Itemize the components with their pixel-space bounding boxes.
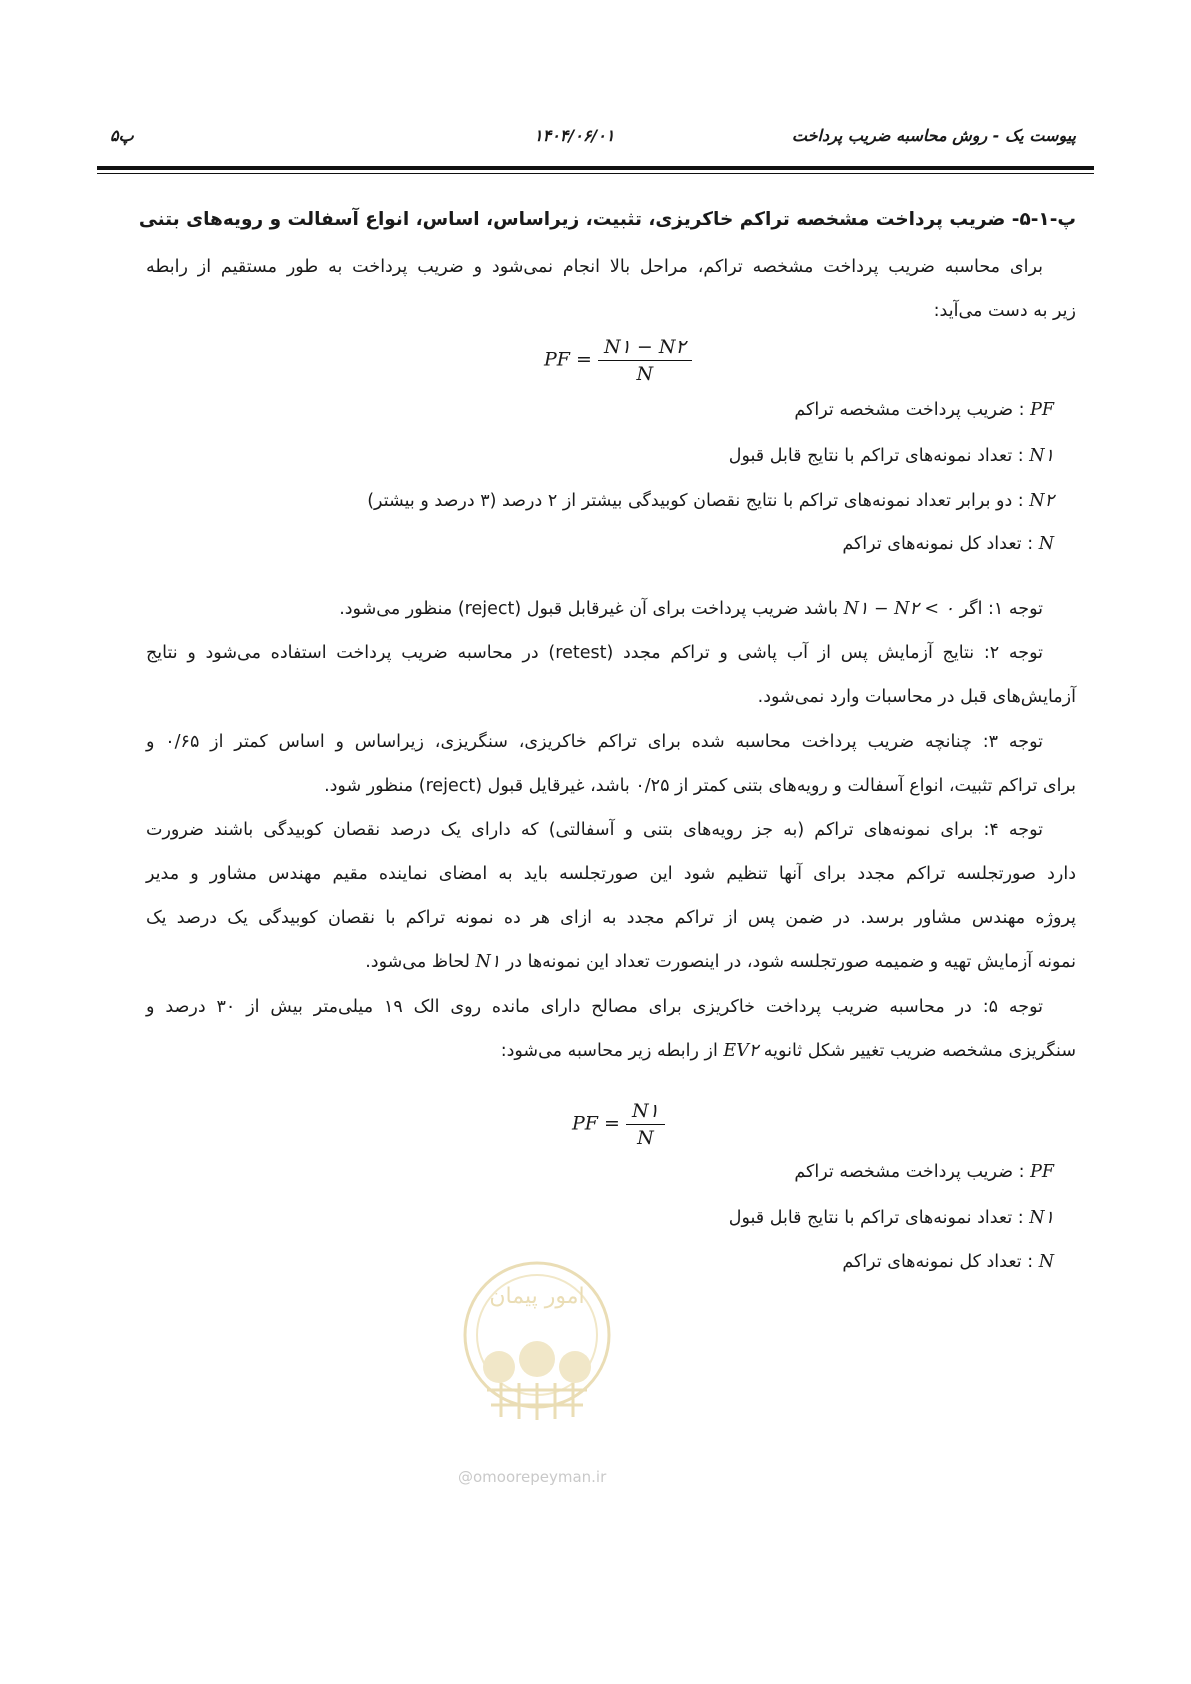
definition-var: N۱ [1029, 1208, 1054, 1228]
note-3-line-2: برای تراکم تثبیت، انواع آسفالت و رویه‌های بتنی کمتر از ۰/۲۵ باشد، غیرقایل قبول (reject) منظور شود. [324, 776, 1076, 796]
definition-var: PF [1030, 1162, 1054, 1182]
note-1-suffix: باشد ضریب پرداخت برای آن غیرقابل قبول (reject) منظور می‌شود. [339, 599, 844, 619]
header-page-number: پ۵ [110, 126, 134, 145]
note-4-line-3: پروژه مهندس مشاور برسد. در ضمن پس از تراکم مجدد به ازای هر ده نمونه تراکم با نقصان کوبیدگی یک درصد یک [146, 908, 1076, 928]
definition-text: : تعداد کل نمونه‌های تراکم [842, 534, 1039, 554]
definition-text: : ضریب پرداخت مشخصه تراکم [794, 400, 1031, 420]
note-4-line-4 [146, 950, 1076, 974]
header-rule-thick [97, 166, 1094, 170]
definition-var: N [1038, 534, 1054, 554]
section-heading: پ-۱-۵- ضریب پرداخت مشخصه تراکم خاکریزی، تثبیت، زیراساس، اساس، انواع آسفالت و رویه‌های بتنی [138, 209, 1076, 230]
intro-line-2: زیر به دست می‌آید: [933, 301, 1076, 321]
intro-line-1: برای محاسبه ضریب پرداخت مشخصه تراکم، مراحل بالا انجام نمی‌شود و ضریب پرداخت به طور مستقیم از رابطه [146, 257, 1043, 277]
note-4-line-2: دارد صورتجلسه تراکم مجدد برای آنها تنظیم شود این صورتجلسه باید به امضای نماینده مقیم مهندس مشاور و مدیر [146, 864, 1076, 884]
definition-n1 [729, 444, 1054, 468]
definition-text: : دو برابر تعداد نمونه‌های تراکم با نتایج نقصان کوبیدگی بیشتر از ۲ درصد (۳ درصد و بیشتر) [367, 491, 1030, 511]
at-icon: @ [458, 1468, 473, 1486]
note-2-line-2: آزمایش‌های قبل در محاسبات وارد نمی‌شود. [757, 687, 1076, 707]
note-1 [146, 597, 1043, 621]
watermark-url [458, 1468, 606, 1486]
watermark-logo-text: امور پیمان [489, 1284, 585, 1309]
header-rule-thin [97, 173, 1094, 174]
formula-pf-1 [544, 336, 692, 385]
watermark-url-text: omoorepeyman.ir [473, 1468, 607, 1486]
note-4-line-1: توجه ۴: برای نمونه‌های تراکم (به جز رویه‌های بتنی و آسفالتی) که دارای یک درصد نقصان کوبیدگی باشند ضرورت [146, 820, 1043, 840]
note-4-suffix: لحاظ می‌شود. [365, 952, 476, 972]
definition-n-2 [842, 1250, 1054, 1274]
definition-var: N۱ [1029, 446, 1054, 466]
note-2-line-1: توجه ۲: نتایج آزمایش پس از آب پاشی و تراکم مجدد (retest) در محاسبه ضریب پرداخت استفاده می‌شود و نتایج [146, 643, 1043, 663]
note-1-prefix: توجه ۱: اگر [954, 599, 1043, 619]
definition-text: : ضریب پرداخت مشخصه تراکم [794, 1162, 1031, 1182]
definition-n1-2 [729, 1206, 1054, 1230]
formula-numerator: N۱ [626, 1100, 665, 1125]
formula-denominator: N [636, 363, 654, 385]
watermark-gear-left [483, 1351, 515, 1383]
header-date: ۱۴۰۴/۰۶/۰۱ [534, 126, 615, 145]
definition-n2 [367, 489, 1054, 513]
note-1-math: N۱ − N۲ < ۰ [843, 599, 955, 619]
note-5-line-2 [146, 1039, 1076, 1063]
note-5-prefix: سنگریزی مشخصه ضریب تغییر شکل ثانویه [758, 1041, 1076, 1061]
formula-fraction [598, 336, 692, 385]
note-3-line-1: توجه ۳: چنانچه ضریب پرداخت محاسبه شده برای تراکم خاکریزی، سنگریزی، زیراساس و اساس کمتر از ۰/۶۵ و [146, 732, 1043, 752]
definition-n [842, 532, 1054, 556]
definition-text: : تعداد کل نمونه‌های تراکم [842, 1252, 1039, 1272]
header-title: پیوست یک - روش محاسبه ضریب پرداخت [791, 126, 1076, 145]
formula-fraction [626, 1100, 665, 1149]
note-5-line-1: توجه ۵: در محاسبه ضریب پرداخت خاکریزی برای مصالح دارای مانده روی الک ۱۹ میلی‌متر بیش از ۳۰ درصد و [146, 997, 1044, 1017]
definition-var: PF [1030, 400, 1054, 420]
formula-pf-2 [572, 1100, 665, 1149]
definition-pf-2 [794, 1160, 1054, 1184]
definition-text: : تعداد نمونه‌های تراکم با نتایج قابل قبول [728, 1208, 1030, 1228]
definition-pf [794, 398, 1054, 422]
definition-var: N [1038, 1252, 1054, 1272]
note-5-var: EV۲ [723, 1041, 759, 1061]
note-4-var: N۱ [475, 952, 501, 972]
watermark-gear-right [559, 1351, 591, 1383]
note-5-suffix: از رابطه زیر محاسبه می‌شود: [500, 1041, 724, 1061]
formula-numerator: N۱ − N۲ [598, 336, 692, 361]
watermark-gear-center [519, 1341, 555, 1377]
definition-text: : تعداد نمونه‌های تراکم با نتایج قابل قبول [728, 446, 1030, 466]
watermark-logo [457, 1255, 617, 1445]
note-4-prefix: نمونه آزمایش تهیه و ضمیمه صورتجلسه شود، در اینصورت تعداد این نمونه‌ها در [500, 952, 1076, 972]
definition-var: N۲ [1029, 491, 1054, 511]
formula-lhs: PF = [572, 1112, 620, 1135]
watermark-grid [487, 1383, 587, 1420]
formula-lhs: PF = [544, 348, 592, 371]
formula-denominator: N [637, 1127, 654, 1149]
